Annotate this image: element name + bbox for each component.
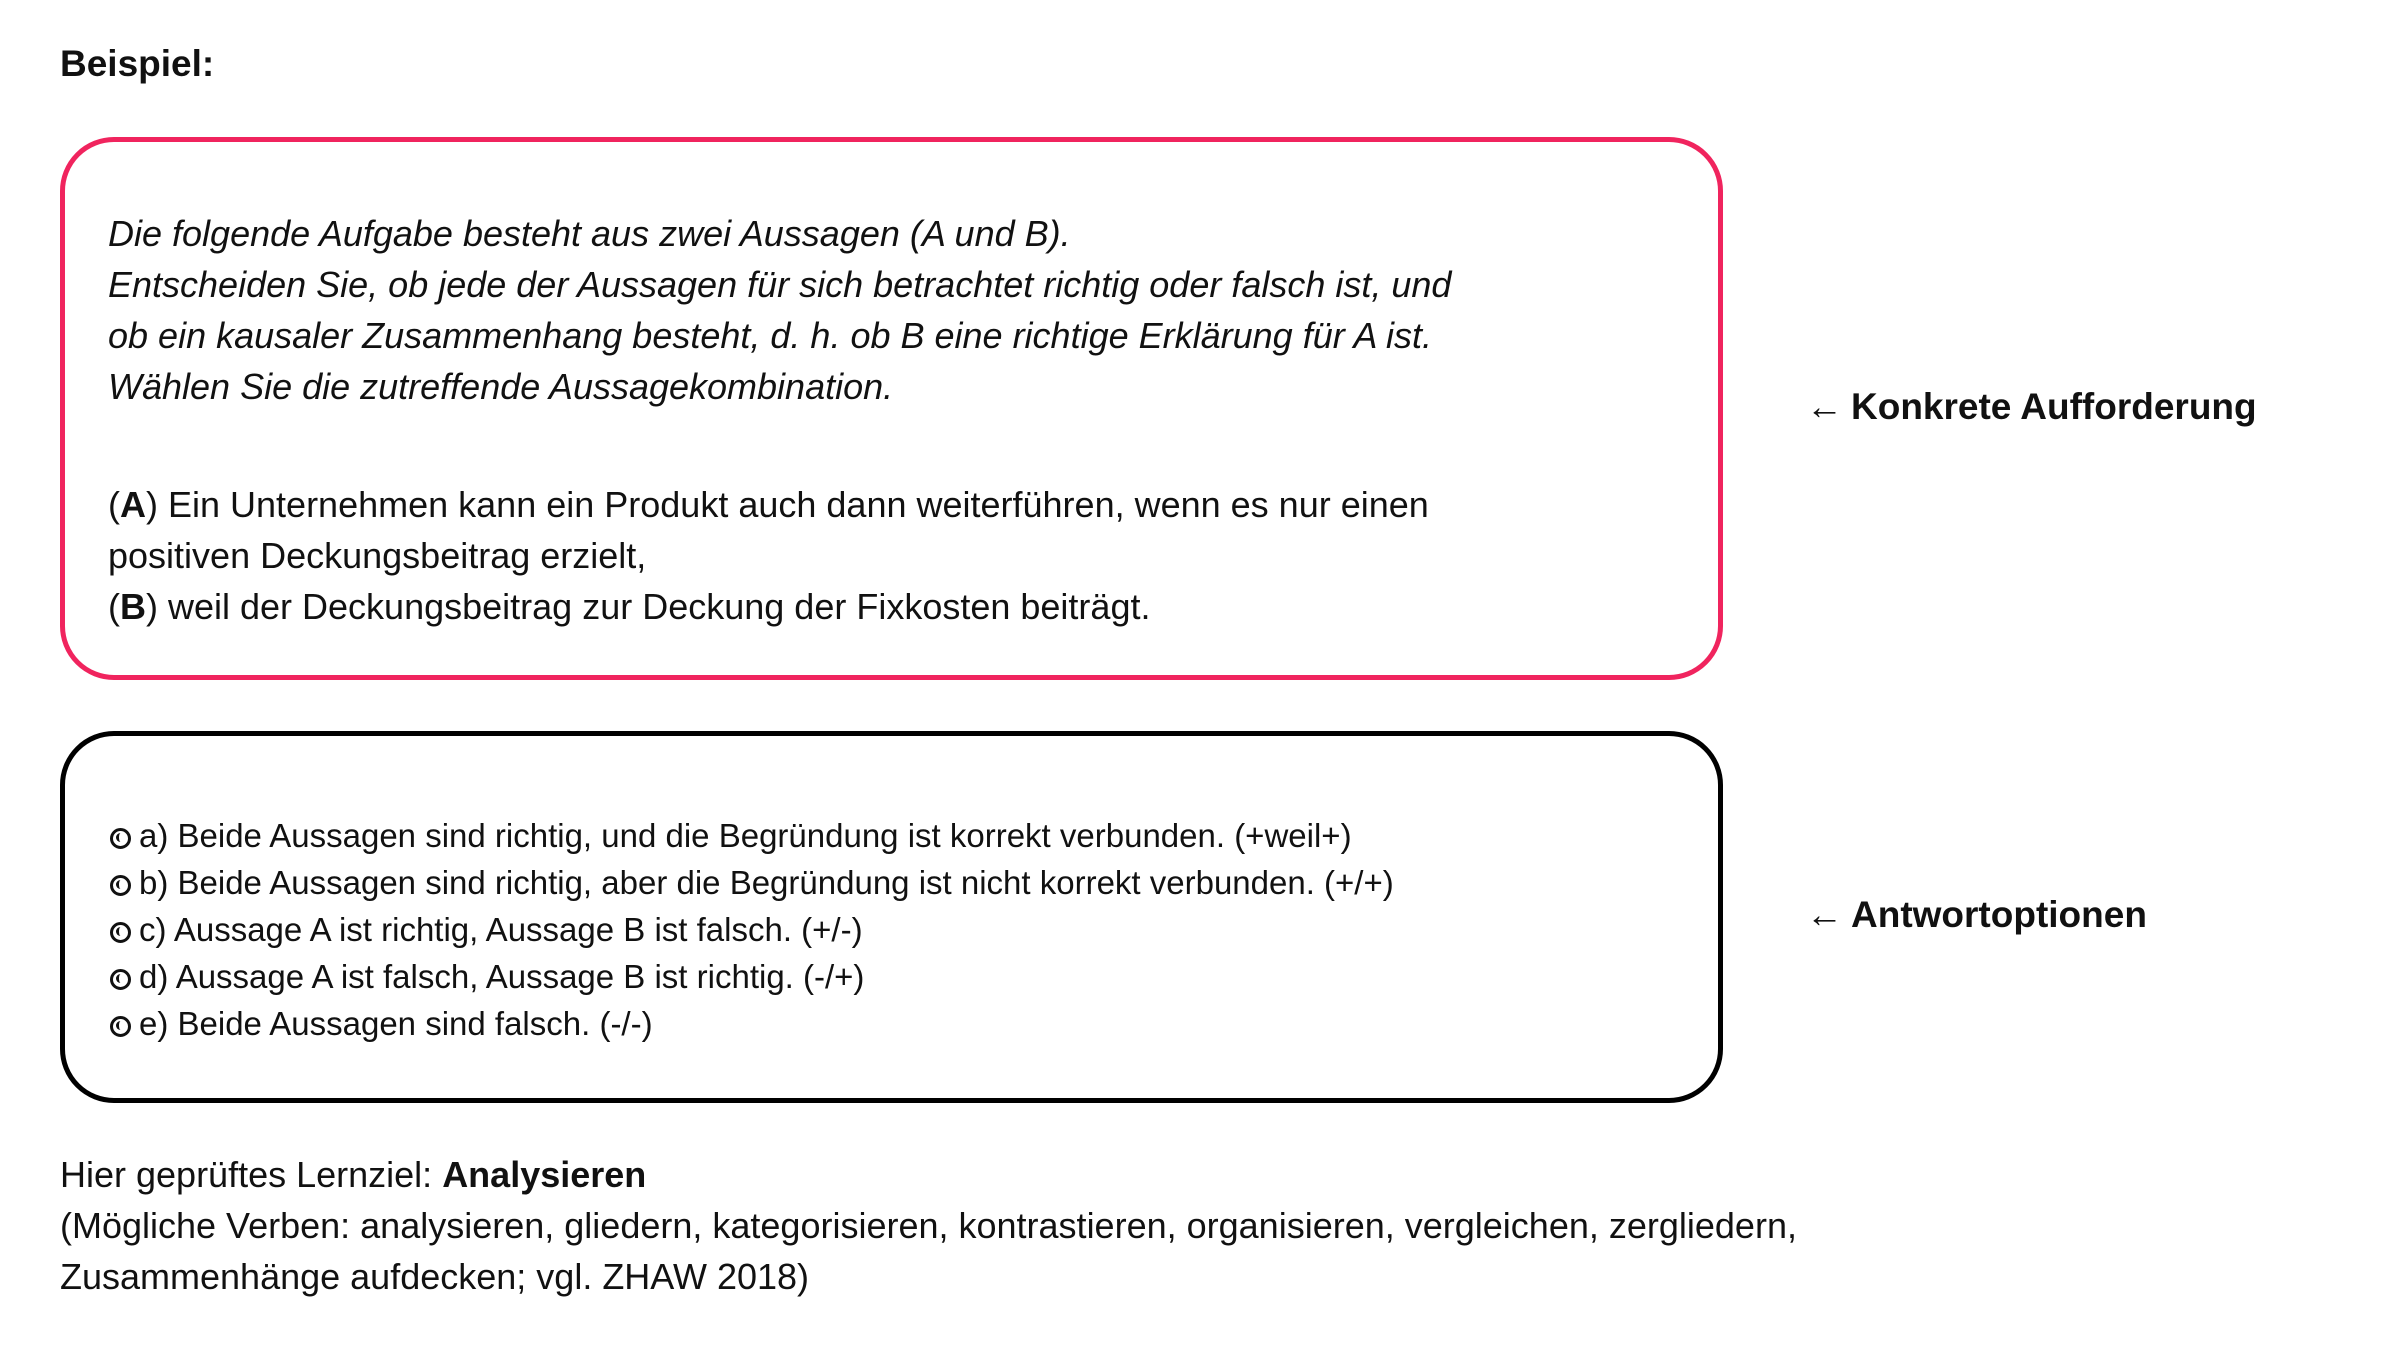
learning-goal-line (60, 1149, 2360, 1200)
answer-option-label: e) Beide Aussagen sind falsch. (-/-) (139, 1005, 653, 1042)
radio-circle-icon[interactable] (110, 969, 131, 990)
instruction-line: ob ein kausaler Zusammenhang besteht, d. h. ob B eine richtige Erklärung für A ist. (108, 315, 1433, 356)
arrow-left-icon: ← (1806, 894, 1843, 935)
statement-a-letter: A (120, 484, 146, 525)
radio-circle-icon[interactable] (110, 1016, 131, 1037)
answer-option-label: d) Aussage A ist falsch, Aussage B ist richtig. (-/+) (139, 958, 865, 995)
statement-a-open-paren: ( (108, 484, 120, 525)
prompt-annotation-label: Konkrete Aufforderung (1851, 386, 2257, 427)
options-annotation (1806, 893, 2147, 937)
answer-option-a[interactable] (110, 812, 1678, 859)
instruction-line: Die folgende Aufgabe besteht aus zwei Aussagen (A und B). (108, 213, 1071, 254)
statement-a (108, 479, 1678, 530)
statement-b-text: ) weil der Deckungsbeitrag zur Deckung der Fixkosten beiträgt. (146, 586, 1151, 627)
statement-a-continuation: positiven Deckungsbeitrag erzielt, (108, 535, 647, 576)
statement-b-open-paren: ( (108, 586, 120, 627)
verbs-line: Zusammenhänge aufdecken; vgl. ZHAW 2018) (60, 1256, 810, 1297)
answer-option-label: a) Beide Aussagen sind richtig, und die Begründung ist korrekt verbunden. (+weil+) (139, 817, 1352, 854)
options-annotation-label: Antwortoptionen (1851, 894, 2147, 935)
verbs-line: (Mögliche Verben: analysieren, gliedern, kategorisieren, kontrastieren, organisieren, vergleichen, zergliedern, (60, 1205, 1797, 1246)
answer-option-label: c) Aussage A ist richtig, Aussage B ist falsch. (+/-) (139, 911, 863, 948)
instruction-text (108, 208, 1678, 412)
learning-goal-prefix: Hier geprüftes Lernziel: (60, 1154, 443, 1195)
statement-b (108, 581, 1678, 632)
answer-option-label: b) Beide Aussagen sind richtig, aber die Begründung ist nicht korrekt verbunden. (+/+) (139, 864, 1394, 901)
arrow-left-icon: ← (1806, 386, 1843, 427)
statement-b-letter: B (120, 586, 146, 627)
options-box (60, 731, 1723, 1103)
prompt-annotation (1806, 385, 2257, 429)
answer-option-e[interactable] (110, 1000, 1678, 1047)
instruction-line: Wählen Sie die zutreffende Aussagekombination. (108, 366, 894, 407)
radio-circle-icon[interactable] (110, 875, 131, 896)
instruction-line: Entscheiden Sie, ob jede der Aussagen für sich betrachtet richtig oder falsch ist, und (108, 264, 1452, 305)
learning-goal-value: Analysieren (442, 1154, 647, 1195)
statements (108, 479, 1678, 632)
radio-circle-icon[interactable] (110, 828, 131, 849)
answer-option-c[interactable] (110, 906, 1678, 953)
prompt-box (60, 137, 1723, 680)
radio-circle-icon[interactable] (110, 922, 131, 943)
answer-option-b[interactable] (110, 859, 1678, 906)
learning-goal-footer (60, 1149, 2360, 1302)
page-heading: Beispiel: (60, 43, 215, 84)
statement-a-text: ) Ein Unternehmen kann ein Produkt auch dann weiterführen, wenn es nur einen (146, 484, 1429, 525)
answer-option-d[interactable] (110, 953, 1678, 1000)
